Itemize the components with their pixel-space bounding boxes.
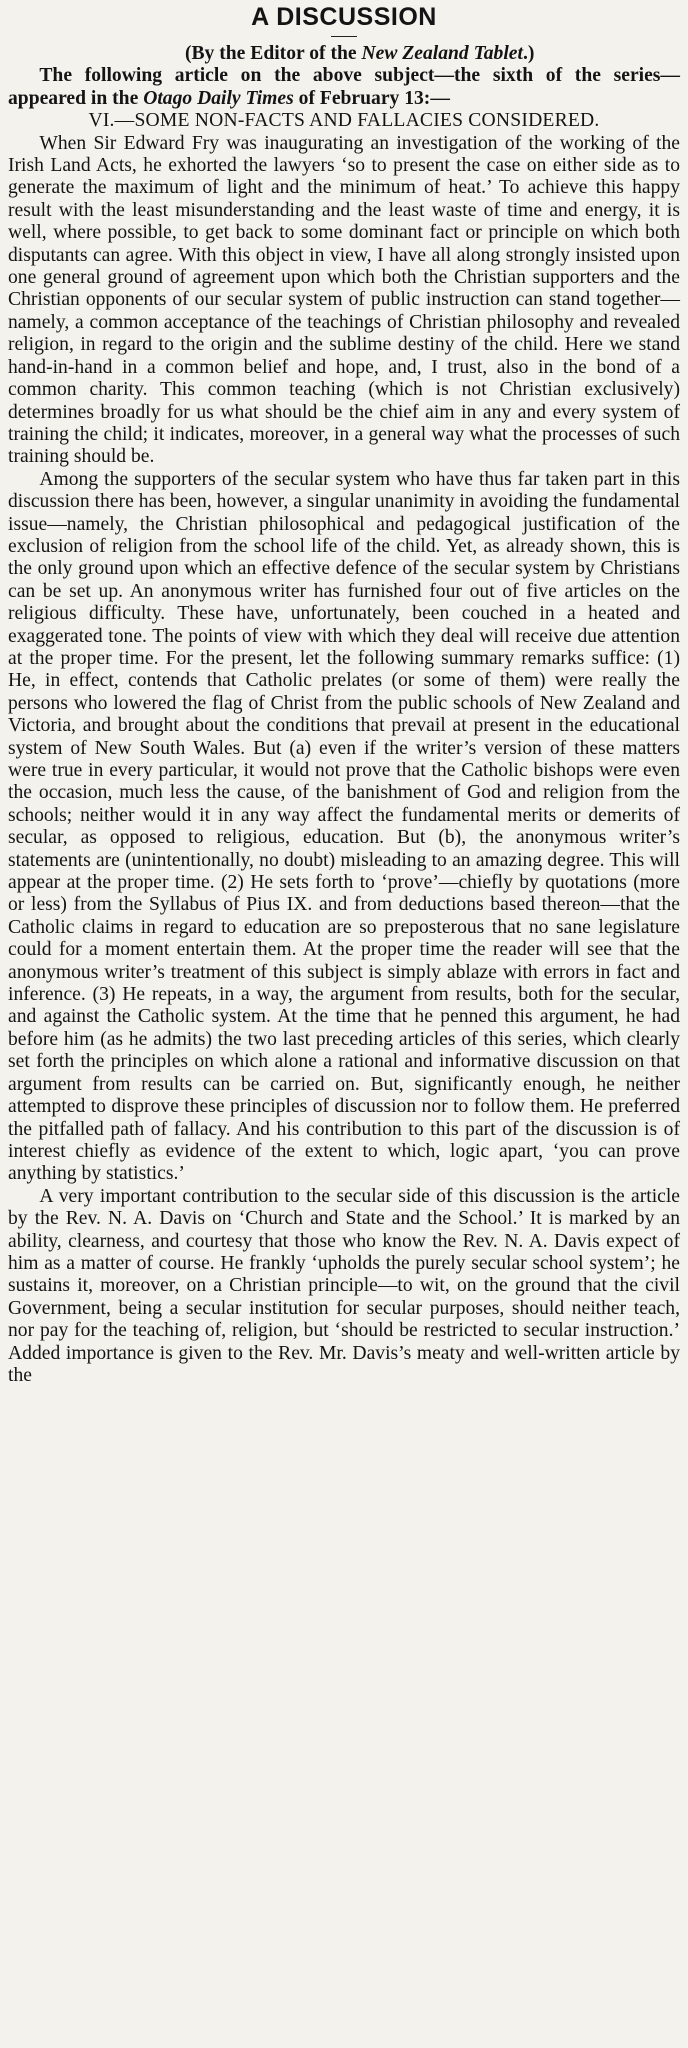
title-rule [331,36,357,37]
article-title: A DISCUSSION [251,3,437,31]
body-paragraph-3: A very important contribution to the secular side of this discussion is the article by the Rev. N. A. Davis on ‘Church and State and the School.’ It is marked by an ability, clearness, and courtesy that those who know the Rev. N. A. Davis expect of him as a matter of course. He frankly ‘upholds the purely secular school system’; he sustains it, moreover, on a Christian principle—to wit, on the ground that the civil Government, being a secular institution for secular purposes, should neither teach, nor pay for the teaching of, religion, but ‘should be restricted to secular instruction.’ Added importance is given to the Rev. Mr. Davis’s meaty and well-written article by the [8,1185,680,1386]
intro-paragraph [8,65,680,110]
intro-pre: The following article on the above subject—the sixth of the series—appeared in the [8,65,680,109]
byline-close: .) [522,43,535,64]
byline [8,43,680,65]
byline-publication: New Zealand Tablet [361,43,523,64]
body-paragraph-2: Among the supporters of the secular system who have thus far taken part in this discussion there has been, however, a singular unanimity in avoiding the fundamental issue—namely, the Christian philosophical and pedagogical justification of the exclusion of religion from the school life of the child. Yet, as already shown, this is the only ground upon which an effective defence of the secular system by Christians can be set up. An anonymous writer has furnished four out of five articles on the religious difficulty. These have, unfortunately, been couched in a heated and exaggerated tone. The points of view with which they deal will receive due attention at the proper time. For the present, let the following summary remarks suffice: (1) He, in effect, contends that Catholic prelates (or some of them) were really the persons who lowered the flag of Christ from the public schools of New Zealand and Victoria, and brought about the conditions that prevail at present in the educational system of New South Wales. But (a) even if the writer’s version of these matters were true in every particular, it would not prove that the Catholic bishops were even the occasion, much less the cause, of the banishment of God and religion from the schools; neither would it in any way affect the fundamental merits or demerits of secular, as opposed to religious, education. But (b), the anonymous writer’s statements are (unintentionally, no doubt) misleading to an amazing degree. This will appear at the proper time. (2) He sets forth to ‘prove’—chiefly by quotations (more or less) from the Syllabus of Pius IX. and from deductions based thereon—that the Catholic claims in regard to education are so preposterous that no sane legislature could for a moment entertain them. At the proper time the reader will see that the anonymous writer’s treatment of this subject is simply ablaze with errors in fact and inference. (3) He repeats, in a way, the argument from results, both for the secular, and against the Catholic system. At the time that he penned this argument, he had before him (as he admits) the two last preceding articles of this series, which clearly set forth the principles on which alone a rational and informative discussion on that argument from results can be carried on. But, significantly enough, he neither attempted to disprove these principles of discussion nor to follow them. He preferred the pitfalled path of fallacy. And his contribution to this part of the discussion is of interest chiefly as evidence of the extent to which, logic apart, ‘you can prove anything by statistics.’ [8,468,680,1185]
byline-open: (By the Editor of the [184,43,362,64]
intro-post: of February 13:— [293,87,450,109]
intro-publication: Otago Daily Times [143,87,294,109]
body-paragraph-1: When Sir Edward Fry was inaugurating an investigation of the working of the Irish Land Acts, he exhorted the lawyers ‘so to present the case on either side as to generate the maximum of light and the minimum of heat.’ To achieve this happy result with the least misunderstanding and the least waste of time and energy, it is well, where possible, to get back to some dominant fact or principle on which both disputants can agree. With this object in view, I have all along strongly insisted upon one general ground of agreement upon which both the Christian supporters and the Christian opponents of our secular system of public instruction can stand together—namely, a common acceptance of the teachings of Christian philosophy and revealed religion, in regard to the origin and the sublime destiny of the child. Here we stand hand-in-hand in a common belief and hope, and, I trust, also in the bond of a common charity. This common teaching (which is not Christian exclusively) determines broadly for us what should be the chief aim in any and every system of training the child; it indicates, moreover, in a general way what the processes of such training should be. [8,132,680,468]
section-heading: VI.—SOME NON-FACTS AND FALLACIES CONSIDERED. [88,110,600,132]
